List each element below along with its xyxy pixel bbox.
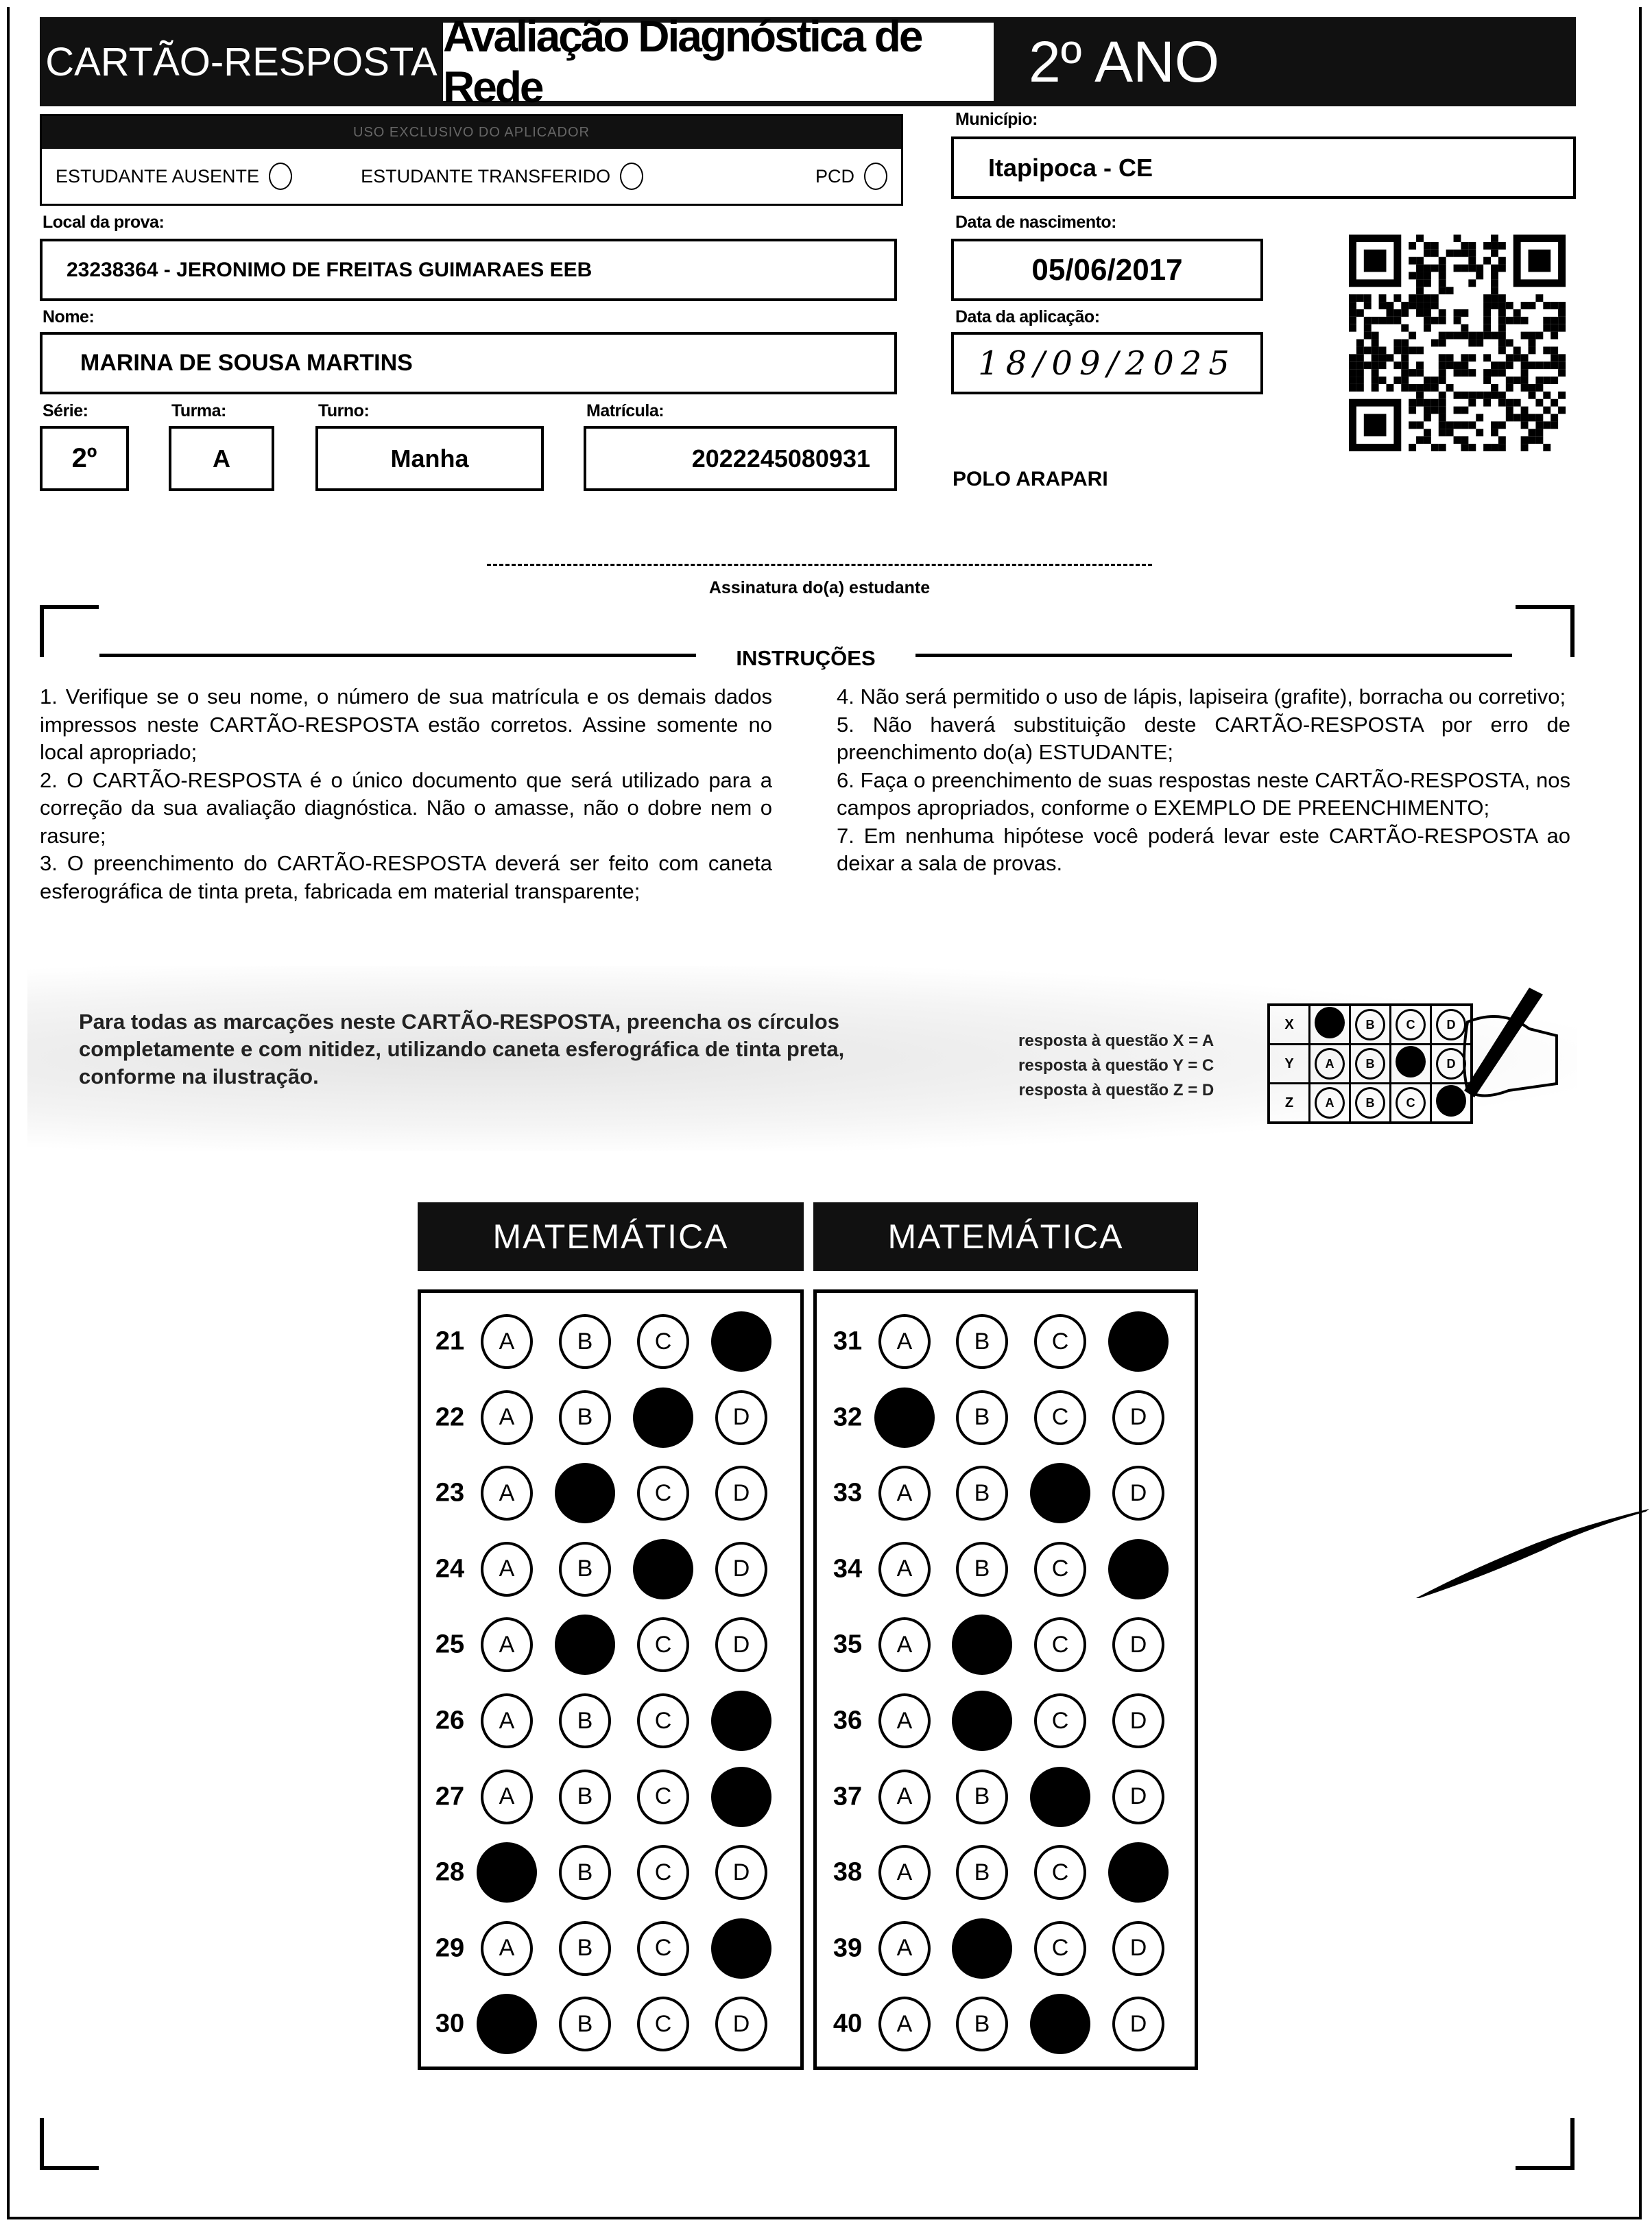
answer-bubble[interactable]: C [1034,1921,1086,1976]
example-legend [1018,1029,1214,1103]
answer-bubble-filled[interactable] [1108,1311,1169,1372]
signature-line[interactable] [487,564,1152,566]
matricula-field: 2022245080931 [584,426,897,491]
answer-bubble-filled[interactable] [952,1615,1012,1675]
answer-bubble[interactable]: B [956,1997,1008,2051]
answer-bubble-filled[interactable] [1030,1767,1090,1827]
application-date-label: Data da aplicação: [955,307,1100,326]
absent-radio[interactable] [269,163,292,190]
question-number: 34 [833,1554,863,1584]
answer-bubble[interactable]: B [559,1921,611,1976]
example-bubble: D [1436,1048,1466,1080]
answer-bubble[interactable]: D [1112,1770,1164,1824]
example-bubble [1396,1046,1426,1077]
example-bubble: B [1355,1048,1385,1080]
card-title: CARTÃO-RESPOSTA [45,39,438,84]
answer-bubble-filled[interactable] [477,1842,537,1903]
answer-bubble[interactable]: B [956,1466,1008,1521]
question-number: 24 [435,1554,465,1584]
example-cell [1350,1045,1391,1084]
question-number: 23 [435,1478,465,1508]
polo-label: POLO ARAPARI [953,468,1108,490]
turma-label: Turma: [171,401,226,420]
answer-bubble[interactable]: C [1034,1390,1086,1445]
answer-bubble[interactable]: B [559,1997,611,2051]
answer-bubble[interactable]: B [559,1390,611,1445]
answer-bubble-filled[interactable] [1108,1539,1169,1599]
local-field: 23238364 - JERONIMO DE FREITAS GUIMARAES EEB [40,239,897,301]
answer-bubble[interactable]: D [1112,1693,1164,1748]
answer-bubble[interactable]: D [1112,1617,1164,1672]
question-number: 31 [833,1326,863,1356]
transferred-radio[interactable] [620,163,643,190]
answer-bubble-filled[interactable] [555,1615,615,1675]
example-line: resposta à questão X = A [1018,1032,1214,1050]
pcd-label: PCD [815,165,854,187]
example-cell [1391,1005,1431,1045]
answer-bubble[interactable]: A [878,1693,931,1748]
answer-bubble[interactable]: A [878,1314,931,1369]
municipio-field: Itapipoca - CE [951,136,1576,199]
turno-label: Turno: [318,401,370,420]
pen-stroke-mark [1413,1502,1652,1605]
answer-bubble[interactable]: A [481,1921,533,1976]
instruction-item: 3. O preenchimento do CARTÃO-RESPOSTA deverá ser feito com caneta esferográfica de tinta preta, fabricada em material transparente; [40,851,772,903]
instruction-item: 2. O CARTÃO-RESPOSTA é o único documento que será utilizado para a correção da sua avaliação diagnóstica. Não o amasse, não o dobre nem o rasure; [40,767,772,848]
example-cell [1310,1084,1350,1123]
answer-bubble-filled[interactable] [633,1388,693,1448]
subject-header: MATEMÁTICA [813,1202,1198,1271]
answer-bubble-filled[interactable] [952,1691,1012,1751]
example-bubble: A [1315,1048,1345,1080]
answer-bubble[interactable]: B [956,1314,1008,1369]
example-bubble: C [1396,1009,1426,1040]
instructions-rule-left [99,654,696,657]
instructions-rule-right [915,654,1512,657]
turno-field: Manha [315,426,544,491]
answer-bubble[interactable]: B [559,1542,611,1597]
answer-bubble[interactable]: D [715,1390,767,1445]
corner-mark-bottom-left [40,2118,99,2170]
municipio-label: Município: [955,110,1038,129]
answer-bubble[interactable]: A [878,1770,931,1824]
question-number: 25 [435,1630,465,1659]
example-bubble: B [1355,1087,1385,1119]
local-label: Local da prova: [43,213,165,232]
corner-mark-top-right [1516,605,1575,657]
answer-bubble[interactable]: D [715,1466,767,1521]
example-bubble [1315,1007,1345,1038]
answer-bubble[interactable]: B [559,1693,611,1748]
question-number: 30 [435,2009,465,2038]
answer-bubble-filled[interactable] [555,1463,615,1523]
answer-bubble[interactable]: A [481,1693,533,1748]
example-bubble: B [1355,1009,1385,1040]
corner-mark-top-left [40,605,99,657]
name-label: Nome: [43,307,95,326]
answer-bubble[interactable]: D [715,1997,767,2051]
example-cell [1391,1084,1431,1123]
example-cell [1310,1005,1350,1045]
answer-bubble[interactable]: A [878,1845,931,1900]
answer-bubble-filled[interactable] [1030,1994,1090,2054]
serie-field: 2º [40,426,129,491]
instruction-item: 4. Não será permitido o uso de lápis, lapiseira (grafite), borracha ou corretivo; [837,684,1566,708]
transferred-label: ESTUDANTE TRANSFERIDO [361,165,611,187]
answer-bubble[interactable]: B [956,1390,1008,1445]
answer-bubble[interactable]: C [637,1845,689,1900]
answer-bubble[interactable]: D [715,1845,767,1900]
question-number: 22 [435,1403,465,1432]
answer-bubble[interactable]: D [1112,1390,1164,1445]
pcd-radio[interactable] [864,163,887,190]
instruction-item: 5. Não haverá substituição deste CARTÃO-RESPOSTA por erro de preenchimento do(a) ESTUDANTE; [837,712,1570,764]
birthdate-label: Data de nascimento: [955,213,1117,232]
example-cell [1391,1045,1431,1084]
answer-bubble[interactable]: C [1034,1617,1086,1672]
instructions-right [837,683,1570,878]
answer-bubble-filled[interactable] [711,1918,771,1979]
question-number: 37 [833,1782,863,1811]
example-cell [1350,1084,1391,1123]
instruction-item: 7. Em nenhuma hipótese você poderá levar este CARTÃO-RESPOSTA ao deixar a sala de provas. [837,823,1570,875]
example-bubble: A [1315,1087,1345,1119]
question-number: 21 [435,1326,465,1356]
answer-bubble[interactable]: D [1112,1997,1164,2051]
answer-bubble-filled[interactable] [1030,1463,1090,1523]
instruction-item: 1. Verifique se o seu nome, o número de sua matrícula e os demais dados impressos neste CARTÃO-RESPOSTA estão corretos. Assine somente no local apropriado; [40,684,772,764]
answer-bubble[interactable]: A [481,1542,533,1597]
example-row-label: Z [1269,1084,1310,1123]
answer-bubble[interactable]: B [559,1314,611,1369]
instructions-title: INSTRUÇÕES [736,646,876,670]
answer-bubble-filled[interactable] [633,1539,693,1599]
answer-bubble[interactable]: D [715,1617,767,1672]
question-number: 40 [833,2009,863,2038]
birthdate-field: 05/06/2017 [951,239,1263,301]
hand-pen-icon [1426,981,1564,1118]
example-bubble: C [1396,1087,1426,1119]
answer-bubble[interactable]: B [956,1542,1008,1597]
answer-bubble[interactable]: C [637,1921,689,1976]
question-number: 39 [833,1933,863,1963]
turma-field: A [169,426,274,491]
answer-bubble[interactable]: C [1034,1845,1086,1900]
question-number: 26 [435,1706,465,1735]
question-number: 35 [833,1630,863,1659]
answer-bubble[interactable]: C [637,1314,689,1369]
absent-label: ESTUDANTE AUSENTE [56,165,260,187]
exam-title: Avaliação Diagnóstica de Rede [443,23,994,101]
answer-bubble-filled[interactable] [711,1691,771,1751]
answer-bubble[interactable]: B [956,1845,1008,1900]
answer-bubble-filled[interactable] [477,1994,537,2054]
example-row-label: Y [1269,1045,1310,1084]
example-cell [1310,1045,1350,1084]
answer-bubble[interactable]: C [1034,1314,1086,1369]
application-date-field[interactable]: 18/09/2025 [951,332,1263,394]
answer-bubble[interactable]: A [878,1542,931,1597]
answer-bubble[interactable]: A [878,1997,931,2051]
question-number: 33 [833,1478,863,1508]
matricula-label: Matrícula: [586,401,665,420]
answer-bubble[interactable]: C [637,1466,689,1521]
answer-bubble[interactable]: A [481,1390,533,1445]
question-number: 29 [435,1933,465,1963]
question-number: 32 [833,1403,863,1432]
example-cell [1350,1005,1391,1045]
qr-code [1349,235,1566,451]
example-line: resposta à questão Y = C [1018,1056,1214,1075]
answer-bubble[interactable]: D [1112,1921,1164,1976]
signature-label: Assinatura do(a) estudante [708,578,931,597]
name-field: MARINA DE SOUSA MARTINS [40,332,897,394]
example-bubble: D [1436,1009,1466,1040]
serie-label: Série: [43,401,88,420]
question-number: 28 [435,1857,465,1887]
answer-bubble-filled[interactable] [874,1388,935,1448]
question-number: 36 [833,1706,863,1735]
answer-bubble[interactable]: C [637,1617,689,1672]
example-row-label: X [1269,1005,1310,1045]
answer-bubble[interactable]: A [481,1770,533,1824]
answer-bubble[interactable]: B [559,1770,611,1824]
grade-title: 2º ANO [1029,29,1220,94]
answer-bubble[interactable]: C [637,1770,689,1824]
answer-bubble[interactable]: C [1034,1542,1086,1597]
answer-bubble[interactable]: B [956,1770,1008,1824]
answer-bubble[interactable]: D [1112,1466,1164,1521]
applicator-box [40,114,903,206]
subject-header: MATEMÁTICA [418,1202,804,1271]
answer-bubble[interactable]: A [481,1314,533,1369]
answer-bubble[interactable]: A [481,1466,533,1521]
answer-bubble[interactable]: A [878,1466,931,1521]
example-text: Para todas as marcações neste CARTÃO-RESPOSTA, preencha os círculos completamente e com nitidez, utilizando caneta esferográfica de tinta preta, conforme na ilustração. [79,1010,845,1088]
answer-bubble-filled[interactable] [1108,1842,1169,1903]
answer-bubble[interactable]: C [637,1693,689,1748]
answer-bubble[interactable]: C [637,1997,689,2051]
instructions-left [40,683,772,905]
answer-bubble-filled[interactable] [952,1918,1012,1979]
question-number: 27 [435,1782,465,1811]
example-line: resposta à questão Z = D [1018,1081,1214,1099]
answer-bubble[interactable]: C [1034,1693,1086,1748]
answer-bubble-filled[interactable] [711,1767,771,1827]
corner-mark-bottom-right [1516,2118,1575,2170]
answer-bubble[interactable]: B [559,1845,611,1900]
answer-bubble[interactable]: A [481,1617,533,1672]
answer-bubble[interactable]: D [715,1542,767,1597]
answer-bubble[interactable]: A [878,1617,931,1672]
answer-bubble-filled[interactable] [711,1311,771,1372]
applicator-heading: USO EXCLUSIVO DO APLICADOR [42,116,901,149]
instruction-item: 6. Faça o preenchimento de suas respostas neste CARTÃO-RESPOSTA, nos campos apropriados, conforme o EXEMPLO DE PREENCHIMENTO; [837,767,1570,820]
answer-bubble[interactable]: A [878,1921,931,1976]
question-number: 38 [833,1857,863,1887]
